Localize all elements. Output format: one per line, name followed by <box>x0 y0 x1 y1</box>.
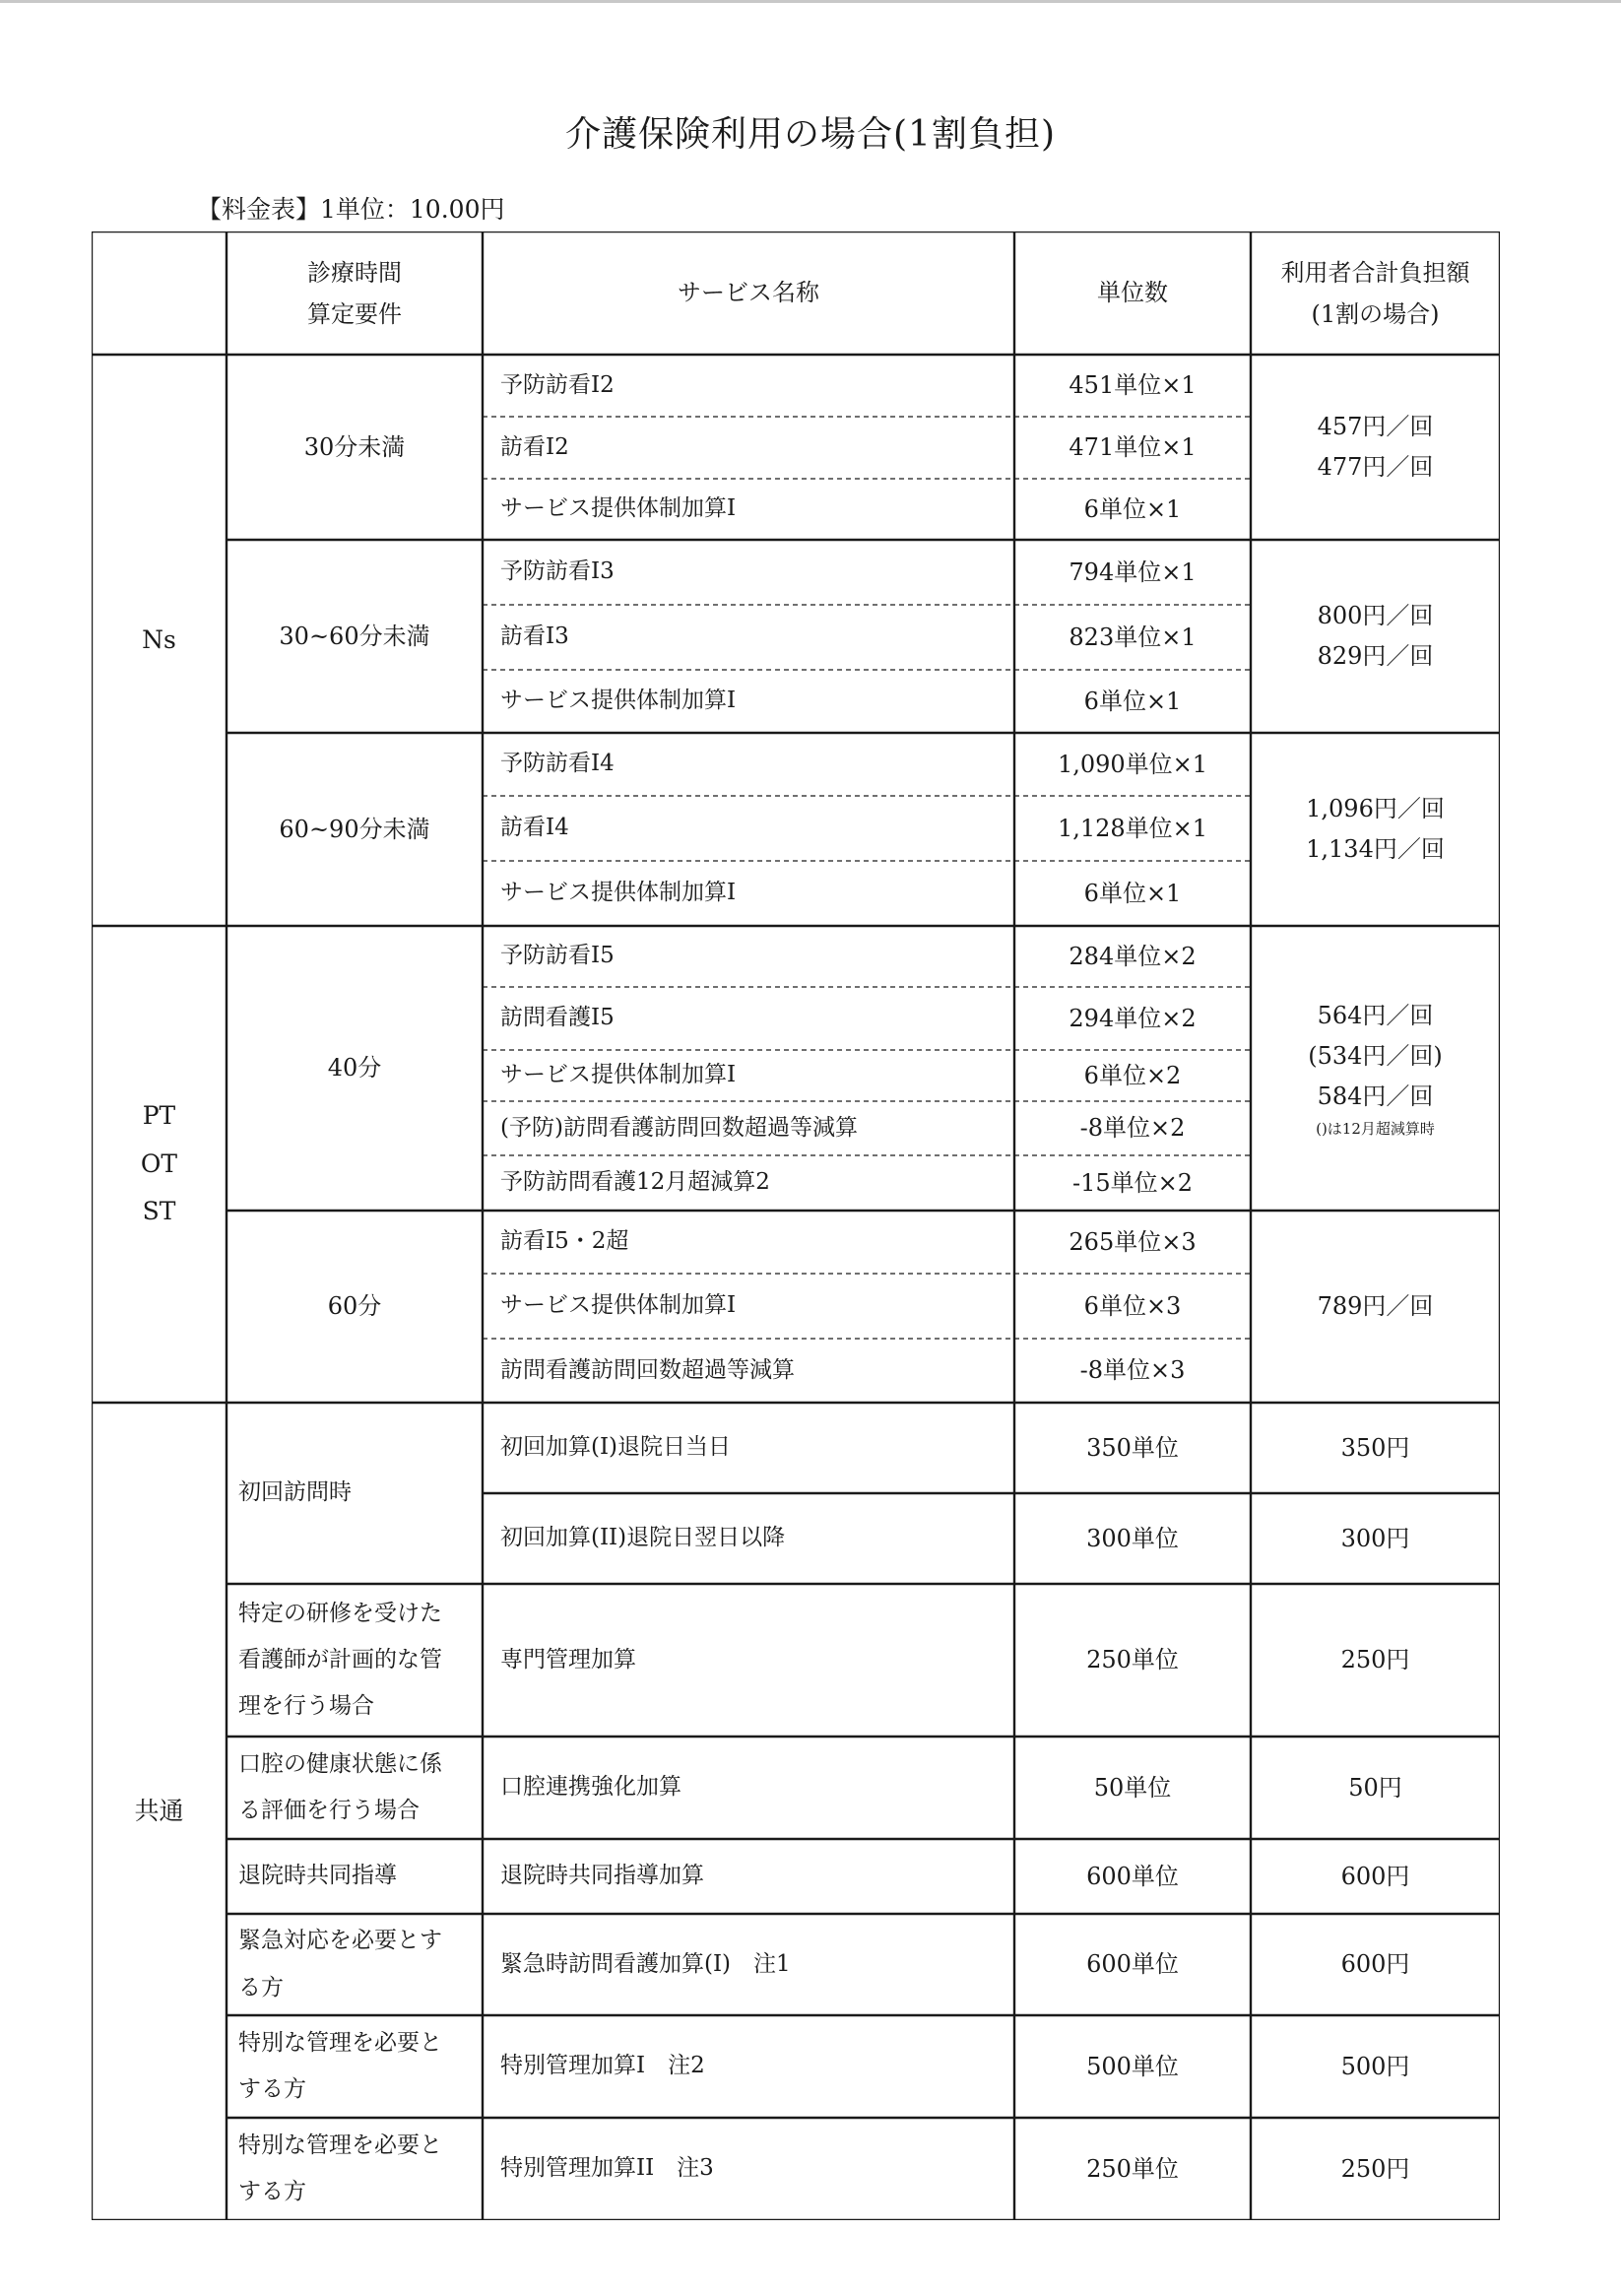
units-cell: 600単位 <box>1086 1862 1179 1890</box>
service-cell: 退院時共同指導加算 <box>500 1863 704 1889</box>
service-cell: 初回加算(I)退院日当日 <box>500 1434 732 1461</box>
service-cell: サービス提供体制加算I <box>500 1292 737 1319</box>
service-cell: 予防訪問看護12月超減算2 <box>500 1169 770 1196</box>
requirement-cell: 緊急対応を必要とす る方 <box>238 1928 442 2001</box>
service-cell: 予防訪看I2 <box>500 371 615 398</box>
units-cell: 265単位×3 <box>1069 1227 1197 1256</box>
charge-cell: 800円／回 829円／回 <box>1317 602 1434 670</box>
units-cell: 6単位×1 <box>1083 879 1182 907</box>
category-pt-ot-st: PT OT ST <box>140 1100 178 1226</box>
service-cell: 口腔連携強化加算 <box>500 1774 681 1801</box>
units-cell: 823単位×1 <box>1069 623 1197 651</box>
service-cell: 緊急時訪問看護加算(I) 注1 <box>500 1950 791 1977</box>
service-cell: 特別管理加算II 注3 <box>500 2155 714 2182</box>
charge-cell: 300円 <box>1340 1524 1410 1552</box>
service-cell: 専門管理加算 <box>500 1646 636 1673</box>
time-cell: 30~60分未満 <box>279 622 430 650</box>
charge-cell: 600円 <box>1340 1862 1410 1890</box>
service-cell: 訪看I3 <box>500 623 569 650</box>
charge-cell: 500円 <box>1340 2052 1410 2080</box>
page-title: 介護保険利用の場合(1割負担) <box>565 114 1056 155</box>
units-cell: 794単位×1 <box>1069 558 1197 586</box>
service-cell: サービス提供体制加算I <box>500 1062 737 1088</box>
requirement-cell: 退院時共同指導 <box>238 1863 397 1889</box>
units-cell: 6単位×1 <box>1083 494 1182 523</box>
units-cell: 500単位 <box>1086 2052 1179 2080</box>
charge-cell: 789円／回 <box>1317 1292 1434 1321</box>
service-cell: 訪看I2 <box>500 433 569 460</box>
service-cell: 訪看I4 <box>500 815 569 841</box>
units-cell: 284単位×2 <box>1069 942 1197 970</box>
charge-cell: 600円 <box>1340 1950 1410 1979</box>
service-cell: 予防訪看I5 <box>500 943 615 969</box>
service-cell: 訪問看護訪問回数超過等減算 <box>500 1356 795 1383</box>
units-cell: 451単位×1 <box>1069 371 1197 400</box>
header-service-name: サービス名称 <box>678 279 819 307</box>
units-cell: -8単位×2 <box>1079 1114 1186 1143</box>
requirement-cell: 特別な管理を必要と する方 <box>238 2029 442 2102</box>
units-cell: 1,090単位×1 <box>1057 750 1208 778</box>
time-cell: 60~90分未満 <box>279 815 430 843</box>
units-cell: 6単位×1 <box>1083 687 1182 715</box>
time-cell: 30分未満 <box>303 432 406 461</box>
service-cell: 特別管理加算I 注2 <box>500 2053 705 2079</box>
header-user-charge: 利用者合計負担額 (1割の場合) <box>1280 258 1470 328</box>
units-cell: 250単位 <box>1086 2154 1179 2183</box>
charge-cell: 250円 <box>1340 1646 1410 1674</box>
service-cell: 予防訪看I4 <box>500 751 615 777</box>
units-cell: 1,128単位×1 <box>1057 814 1208 842</box>
units-cell: 250単位 <box>1086 1646 1179 1674</box>
units-cell: 300単位 <box>1086 1524 1179 1552</box>
units-cell: 600単位 <box>1086 1950 1179 1979</box>
service-cell: サービス提供体制加算I <box>500 688 737 714</box>
service-cell: 訪問看護I5 <box>500 1005 615 1031</box>
charge-cell: 457円／回 477円／回 <box>1317 413 1434 481</box>
service-cell: (予防)訪問看護訪問回数超過等減算 <box>500 1114 858 1141</box>
requirement-cell: 口腔の健康状態に係 る評価を行う場合 <box>238 1750 442 1823</box>
units-cell: 350単位 <box>1086 1433 1179 1462</box>
service-cell: 初回加算(II)退院日翌日以降 <box>500 1525 786 1551</box>
header-units: 単位数 <box>1097 279 1168 307</box>
category-common: 共通 <box>134 1796 184 1825</box>
units-cell: -15単位×2 <box>1071 1168 1194 1197</box>
units-cell: -8単位×3 <box>1079 1356 1186 1385</box>
reduction-note: ()は12月超減算時 <box>1316 1119 1435 1138</box>
charge-cell: 564円／回 (534円／回) 584円／回 ()は12月超減算時 <box>1251 926 1500 1211</box>
units-cell: 6単位×3 <box>1083 1291 1182 1320</box>
service-cell: 訪看I5・2超 <box>500 1228 629 1255</box>
page-top-edge <box>0 0 1621 3</box>
units-cell: 6単位×2 <box>1083 1061 1182 1089</box>
charge-cell: 1,096円／回 1,134円／回 <box>1306 795 1445 863</box>
requirement-cell: 初回訪問時 <box>238 1479 352 1506</box>
units-cell: 294単位×2 <box>1069 1004 1197 1032</box>
requirement-cell: 特別な管理を必要と する方 <box>238 2132 442 2204</box>
header-time-requirement: 診療時間 算定要件 <box>307 258 402 328</box>
requirement-cell: 特定の研修を受けた 看護師が計画的な管 理を行う場合 <box>238 1600 442 1720</box>
category-ns: Ns <box>142 624 176 654</box>
service-cell: 予防訪看I3 <box>500 558 615 585</box>
charge-cell: 350円 <box>1340 1433 1410 1462</box>
time-cell: 60分 <box>327 1292 382 1321</box>
fee-table <box>92 231 1500 2220</box>
service-cell: サービス提供体制加算I <box>500 880 737 906</box>
units-cell: 471単位×1 <box>1069 433 1197 462</box>
service-cell: サービス提供体制加算I <box>500 495 737 522</box>
time-cell: 40分 <box>327 1054 382 1082</box>
rate-note: 【料金表】1単位：10.00円 <box>197 195 505 224</box>
units-cell: 50単位 <box>1093 1773 1172 1802</box>
charge-cell: 50円 <box>1348 1773 1402 1802</box>
charge-cell: 250円 <box>1340 2154 1410 2183</box>
